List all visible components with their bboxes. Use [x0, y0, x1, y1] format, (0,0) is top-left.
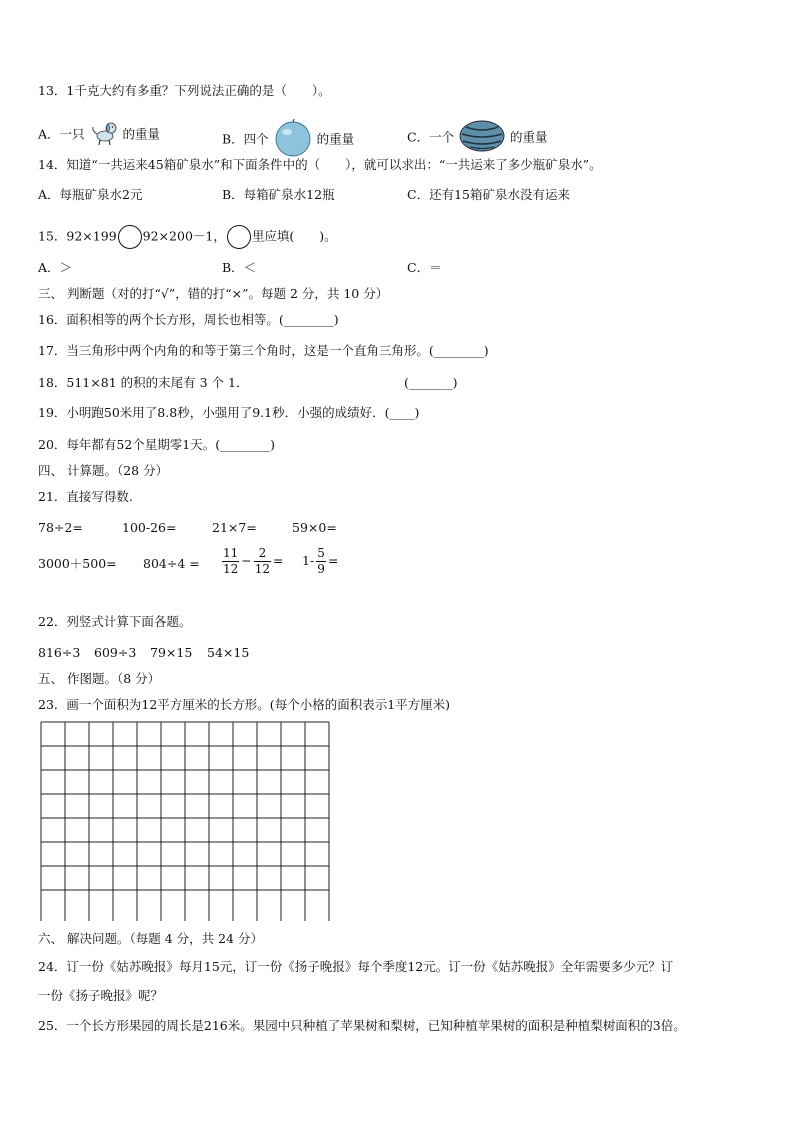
- q22-item: 609÷3: [94, 645, 137, 660]
- q20: 20．每年都有52个星期零1天。(________): [38, 437, 276, 452]
- q15-option-b: B．＜: [222, 260, 257, 275]
- q19: 19．小明跑50米用了8.8秒，小强用了9.1秒．小强的成绩好．(____): [38, 405, 420, 420]
- q13-b-suffix: 的重量: [316, 131, 355, 147]
- q15-part2: 92×200－1，: [142, 228, 226, 244]
- q13-option-a: [38, 119, 160, 151]
- q13-a-suffix: 的重量: [122, 126, 161, 142]
- equals-sign: =: [273, 553, 284, 568]
- q23: 23．画一个面积为12平方厘米的长方形。(每个小格的面积表示1平方厘米): [38, 697, 451, 712]
- q17: 17．当三角形中两个内角的和等于第三个角时，这是一个直角三角形。(________): [38, 343, 489, 358]
- q13-a-prefix: A．一只: [38, 126, 85, 142]
- minus-sign: −: [241, 553, 252, 568]
- q22-title: 22．列竖式计算下面各题。: [38, 614, 192, 629]
- numerator: 2: [254, 546, 271, 562]
- q15-part3: 里应填( )。: [251, 228, 337, 244]
- q21-item: 100-26=: [122, 520, 177, 535]
- q22-item: 816÷3: [38, 645, 81, 660]
- q15-part1: 15．92×199: [38, 228, 117, 244]
- q22-item: 54×15: [207, 645, 250, 660]
- q22-item: 79×15: [150, 645, 193, 660]
- equals-sign: =: [327, 553, 339, 568]
- apple-icon: [273, 119, 313, 161]
- q14-option-a: A．每瓶矿泉水2元: [38, 187, 143, 202]
- numerator: 11: [223, 546, 239, 560]
- q24-line2: 一份《扬子晚报》呢？: [38, 988, 164, 1003]
- denominator: 9: [317, 562, 325, 576]
- q16: 16．面积相等的两个长方形，周长也相等。(________): [38, 312, 339, 327]
- q21-item: 78÷2=: [38, 520, 83, 535]
- q21-item: 21×7=: [212, 520, 257, 535]
- q14-stem: 14．知道“一共运来45箱矿泉水”和下面条件中的（ ），就可以求出：“一共运来了多少瓶矿泉水”。: [38, 157, 602, 172]
- section-5-heading: 五、 作图题。（8 分）: [38, 671, 161, 686]
- q13-c-suffix: 的重量: [510, 129, 548, 145]
- q21-item: 3000＋500=: [38, 556, 117, 571]
- q13-option-c: [407, 119, 548, 157]
- q14-option-b: B．每箱矿泉水12瓶: [222, 187, 335, 202]
- q18-blank: (_______): [404, 375, 458, 390]
- q21-title: 21．直接写得数.: [38, 489, 133, 504]
- q15-option-a: A．＞: [38, 260, 73, 275]
- q25: 25．一个长方形果园的周长是216米。果园中只种植了苹果树和梨树，已知种植苹果树的面积是种植梨树面积的3倍。: [38, 1018, 686, 1033]
- denominator: 12: [223, 562, 239, 576]
- fraction: [254, 546, 271, 577]
- denominator: 12: [254, 562, 271, 576]
- drawing-grid[interactable]: [40, 721, 330, 921]
- q15-option-c: C．＝: [407, 260, 442, 275]
- dog-icon: [89, 119, 119, 151]
- section-4-heading: 四、 计算题。（28 分）: [38, 463, 169, 478]
- blank-circle-icon: [118, 225, 142, 249]
- q15-stem: [38, 225, 337, 249]
- q21-item: 59×0=: [292, 520, 337, 535]
- section-6-heading: 六、 解决问题。（每题 4 分，共 24 分）: [38, 931, 263, 946]
- q18-text: 18．511×81 的积的末尾有 3 个 1．: [38, 375, 249, 390]
- fraction: [316, 546, 326, 577]
- q13-stem: 13．1千克大约有多重？下列说法正确的是（ ）。: [38, 83, 331, 98]
- q21-fraction-expression-2: [302, 546, 338, 577]
- q21-item: 804÷4 =: [143, 556, 200, 571]
- q14-option-c: C．还有15箱矿泉水没有运来: [407, 187, 570, 202]
- q13-option-b: [222, 119, 354, 161]
- fraction: [222, 546, 239, 577]
- q13-b-prefix: B．四个: [222, 131, 269, 147]
- q24-line1: 24．订一份《姑苏晚报》每月15元，订一份《扬子晚报》每个季度12元。订一份《姑苏晚报》全年需要多少元？订: [38, 959, 674, 974]
- q13-c-prefix: C．一个: [407, 129, 455, 145]
- numerator: 5: [317, 546, 325, 560]
- section-3-heading: 三、 判断题（对的打“√”，错的打“×”。每题 2 分，共 10 分）: [38, 286, 389, 301]
- blank-circle-icon: [227, 225, 251, 249]
- watermelon-icon: [458, 119, 506, 157]
- one-minus: 1-: [302, 553, 315, 568]
- q21-fraction-expression-1: [220, 546, 284, 577]
